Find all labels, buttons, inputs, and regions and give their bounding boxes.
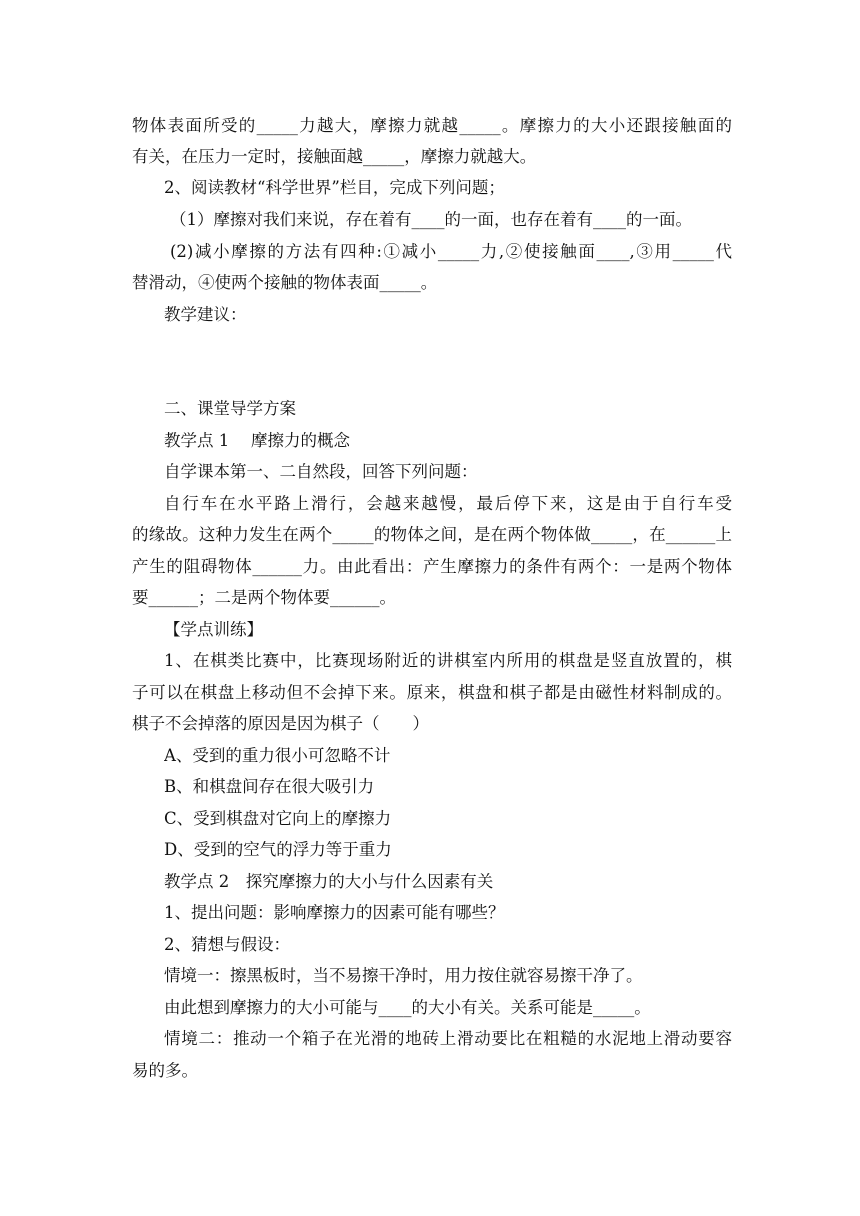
text-line: 要______；二是两个物体要______。 xyxy=(132,588,396,607)
text-line: 自学课本第一、二自然段，回答下列问题： xyxy=(164,462,478,481)
text-line: 情境二：推动一个箱子在光滑的地砖上滑动要比在粗糙的水泥地上滑动要容 xyxy=(164,1029,732,1048)
text-line: 有关，在压力一定时，接触面越_____，摩擦力就越大。 xyxy=(132,147,537,166)
answer-option: B、和棋盘间存在很大吸引力 xyxy=(164,777,375,796)
text-line: 物体表面所受的_____力越大，摩擦力就越_____。摩擦力的大小还跟接触面的 xyxy=(132,116,732,135)
text-line: 由此想到摩擦力的大小可能与____的大小有关。关系可能是_____。 xyxy=(164,998,651,1017)
section-subheading: 【学点训练】 xyxy=(164,620,263,639)
question-text: 棋子不会掉落的原因是因为棋子（ ） xyxy=(132,714,429,733)
text-line: 1、提出问题：影响摩擦力的因素可能有哪些？ xyxy=(164,903,505,922)
text-line: 教学建议： xyxy=(164,305,247,324)
section-heading: 二、课堂导学方案 xyxy=(164,399,296,418)
text-line: 自行车在水平路上滑行，会越来越慢，最后停下来，这是由于自行车受 xyxy=(164,494,732,513)
text-line: 产生的阻碍物体______力。由此看出：产生摩擦力的条件有两个：一是两个物体 xyxy=(132,557,732,576)
section-subheading: 教学点 2 探究摩擦力的大小与什么因素有关 xyxy=(164,872,494,891)
text-line: 替滑动，④使两个接触的物体表面_____。 xyxy=(132,273,438,292)
question-text: 1、在棋类比赛中，比赛现场附近的讲棋室内所用的棋盘是竖直放置的，棋 xyxy=(164,651,732,670)
text-line: （1）摩擦对我们来说，存在着有____的一面，也存在着有____的一面。 xyxy=(170,210,692,229)
text-line: 的缘故。这种力发生在两个_____的物体之间，是在两个物体做_____，在______上 xyxy=(132,525,732,544)
answer-option: C、受到棋盘对它向上的摩擦力 xyxy=(164,809,392,828)
text-line: 2、阅读教材“科学世界”栏目，完成下列问题； xyxy=(164,178,505,197)
answer-option: A、受到的重力很小可忽略不计 xyxy=(164,746,391,765)
answer-option: D、受到的空气的浮力等于重力 xyxy=(164,840,392,859)
text-line: (2)减小摩擦的方法有四种:①减小_____力,②使接触面____,③用_____代 xyxy=(170,242,732,261)
section-subheading: 教学点 1 摩擦力的概念 xyxy=(164,431,350,450)
text-line: 2、猜想与假设： xyxy=(164,935,290,954)
text-line: 易的多。 xyxy=(132,1061,198,1080)
text-line: 情境一：擦黑板时，当不易擦干净时，用力按住就容易擦干净了。 xyxy=(164,966,643,985)
question-text: 子可以在棋盘上移动但不会掉下来。原来，棋盘和棋子都是由磁性材料制成的。 xyxy=(132,683,732,702)
